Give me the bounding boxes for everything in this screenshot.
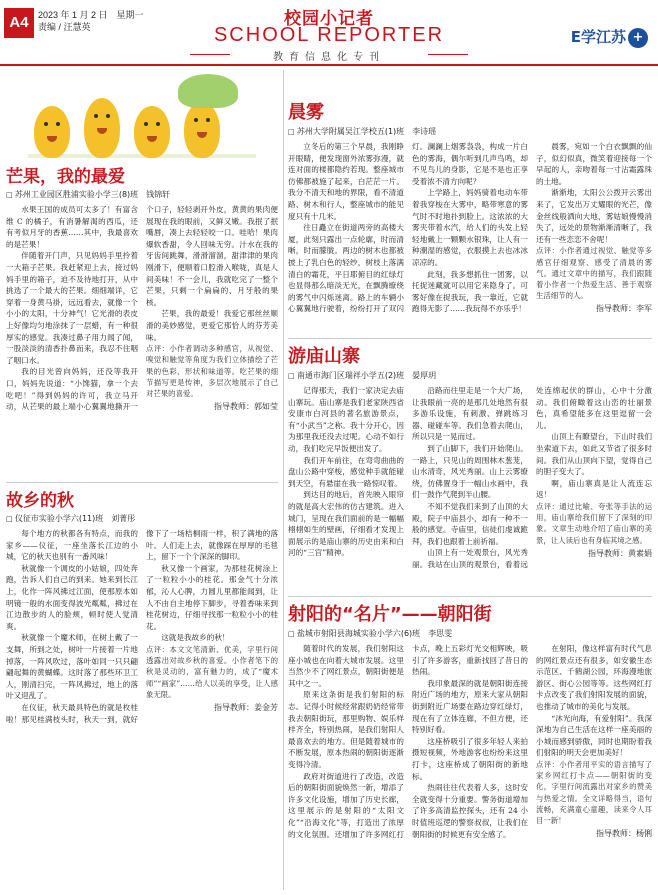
divider (428, 54, 468, 55)
section-divider (6, 482, 278, 483)
column-title-en: SCHOOL REPORTER (213, 24, 445, 46)
section-divider (288, 596, 652, 597)
article-body (288, 141, 652, 315)
paragraph: 秋又像一个画家，为那桂花树涂上了一粒粒小小的桂花。那金气十分浓郁，沁人心脾，力圆儿里都能闻到，让人不由自主地停下脚步，寻着香味来到桂花树边，仔细寻找那一粒粒小小的桂花。 (146, 563, 278, 631)
article-body (288, 643, 652, 840)
editor-credit: 责编 / 汪慧英 (38, 22, 91, 32)
article-byline: □ 苏州工业园区胜浦实验小学三(8)班 钱锦轩 (6, 189, 278, 200)
paragraph: 每个地方的秋都各有特点，而我的家乡——仪征，一座坐落长江边的小城，它的秋天也别有一番风味！ (6, 529, 138, 562)
article-byline: □ 盐城市射阳县海城实验小学六(6)班 李思雯 (288, 628, 652, 639)
article-title: 射阳的“名片”——朝阳街 (288, 604, 492, 625)
teacher-credit: 指导教师：杨俐 (596, 829, 652, 839)
paragraph: 到了山脚下，我们开始爬山。一路上，只见山的周围林木葱茏，山水清奇，风光秀丽。山上云雾缭绕，仿佛置身于一幅山水画中，我们一鼓作气爬到半山腰。 (412, 443, 528, 500)
teacher-comment: 点评：小作者用平实的语言描写了家乡网红打卡点——朝阳街的变化，字里行间流露出对家乡的赞美与热爱之情。全文详略得当，语句流畅，充满童心童趣，读来令人耳目一新！ (536, 759, 652, 825)
brand-logo (571, 26, 648, 48)
teacher-credit: 指导教师：姜金芳 (214, 702, 278, 712)
brand-name: E学江苏 (570, 28, 626, 46)
article-autumn (6, 486, 278, 890)
paragraph: 山顶上有瞭望台，下山时我们坐索道下去，如此又节省了很多时间。我们从山顶向下望，觉得自己的胆子变大了。 (536, 432, 652, 477)
paragraph: 我印象最深的就是朝阳街连接附近广场的地方，原来大家从朝阳街到附近广场要在路边穿红绿灯，现在有了立体连廊，不但方便，还特别好看。 (412, 678, 528, 735)
paragraph: 伴随着开门声，只见妈妈手里拎着一大箱子芒果。我赶紧迎上去，接过妈妈手里的箱子，迫不及待地打开，从中挑选了一个最大的芒果。细细端详，它穿着一身黄马褂，远远看去，就像一个小小的太阳，十分神气！它光滑的表皮上好像均匀地涂抹了一层蜡，有一种很厚实的感觉。我凑过鼻子用力闻了闻，一股淡淡的清香扑鼻而来，我忍不住咽了咽口水。 (6, 251, 138, 365)
paragraph: 不知不觉我们来到了山顶的大殿，院子中庙县小，却有一种不一般的感觉。寺庙里，信徒们虔诚跪拜，我们也跟着上前祈福。 (412, 501, 528, 546)
article-title: 游庙山寨 (288, 346, 360, 367)
article-byline: □ 苏州大学附属吴江学校五(1)班 李诗瑶 (288, 126, 652, 137)
paragraph: “沐光向海，有爱射阳”。我深深地为自己生活在这样一座美丽的小城而感到骄傲，同时也期盼着我们射阳的明天会更加美好！ (536, 713, 652, 758)
article-body (6, 204, 278, 413)
paragraph: 立冬后的第三个早晨，我刚睁开眼睛，便发现窗外浓雾弥漫，就连对面的楼都隐约若现。整座城市仿佛都被施了起来，白茫茫一片。我分不清天和地的界限，看不清道路、树木和行人，整座城市的能见度只有十几米。 (288, 142, 404, 221)
article-fog (288, 98, 652, 336)
paragraph: 水果王国的成员可太多了！有富含维 C 的橘子，有消暑解渴的西瓜，还有考似月牙的香蕉……其中，我最喜欢的是芒果！ (6, 205, 138, 249)
paragraph: 我们开车前往，在弯弯曲曲的盘山公路中穿梭，感觉种手就能碰到天空，有悬崖在我一路惊叹着。 (288, 455, 404, 488)
article-byline: □ 仪征市实验小学六(11)班 刘菁彤 (6, 513, 278, 524)
paragraph: 在射阳，像这样富有时代气息的网红景点还有很多，如安徽生态示范区、千鹤湖公园，环海漫地旅游区、街心公园等等。这些网红打卡点改变了我们射阳发展的面貌，也推动了城市的美化与发展。 (536, 644, 652, 711)
mango-character (84, 98, 120, 158)
teacher-credit: 指导教师：郭如莹 (214, 402, 278, 412)
paragraph: 啊，庙山寨真是让人流连忘返！ (536, 478, 652, 500)
page-number: A4 (4, 8, 34, 38)
teacher-credit: 指导教师：李军 (596, 304, 652, 314)
teacher-comment: 点评：通过比喻、夸张等手法的运用，庙山寨给我们留下了深刻的印象。文章生动地介绍了庙山寨的美景，让人读后也有身临其境之感。 (536, 501, 652, 545)
article-mango (6, 162, 278, 480)
article-body (6, 528, 278, 725)
article-body (288, 385, 652, 571)
paragraph: 随着时代的发展，我们射阳这座小城也在向着大城市发展。这里当然少不了网红景点，朝阳街便是其中之一。 (288, 644, 404, 688)
paragraph: 我的目光曾向妈妈，还没等我开口，妈妈先说道：“小馋猫，拿一个去吃吧！”得到妈妈的许可，我立马开动，从芒果的最上端小心翼翼地撕开一个口子，轻轻剥开外皮，黄黄的果肉便展现在我的眼前，又鲜又嫩。我抿了抿嘴唇，凑上去轻轻咬一口。哇哈！果肉爆软香甜，令人回味无穷。汁水在我的牙齿间跳舞，滑滑溜溜，甜津津的果肉刚滑下，便顺着口腔滑入喉咙，真是人间美味！不一会儿，我就吃完了一整个芒果，只剩一个扁扁的、月牙般的果核。 (6, 205, 278, 412)
paragraph: 渐渐地，太阳公公拨开云雾出来了，它发出万丈耀眼的光芒，像金丝线般洒向大地，雾姑娘慢慢消失了，远处的景物渐渐清晰了，我还有一些恋恋不舍呢！ (536, 188, 652, 244)
teacher-comment: 点评：小作者调动多种感官，从视觉、嗅觉和触觉等角度为我们立体描绘了芒果的色彩、形状和味道等。吃芒果的细节描写更是传神，多层次地展示了自己对芒果的喜爱。 (146, 344, 278, 398)
paragraph: 这座桥吸引了很多年轻人来拍摄短视频，外地游客也纷纷来这里打卡，这座桥成了朝阳街的新地标。 (412, 736, 528, 781)
column-title-cn: 校园小记者 (284, 9, 374, 29)
paragraph: 在仪征，秋天最具特色的就是枚桂啦！那见桂满枝头时，秋天一到，就好像下了一场桔桐雨一样，积了满地的落叶。人们走上去，就像踩在厚厚的毛毯上，留下一个个深深的脚印。 (6, 529, 278, 724)
paragraph: 秋就像一个调皮的小姑娘，四处奔跑，告诉人们自己的到来。她来到长江上，化作一阵风拂过江面，使那原本如明镜一般的水面变得波光粼粼，拂过在江边散步的人的脸颊，顿时使人觉清爽。 (6, 563, 138, 631)
column-subtitle: 教育信息化专刊 (273, 52, 385, 63)
paragraph: 原来这条街是我们射阳的标志。记得小时候经常跟奶奶经常带我去朝阳街玩，那里购物、娱乐样样齐全，特别热闹，是我们射阳人最喜欢去的地方。但是随着城市的不断发展，原本热闹的朝阳街逐渐变得冷清。 (288, 690, 404, 769)
mango-illustration (28, 70, 256, 158)
paragraph: 山顶上有一处观景台，风光秀丽。我站在山顶的观景台，看着远处连绵起伏的群山，心中十分激动。我们俯瞰着这山峦的壮丽景色，真希望能多在这里逗留一会儿。 (412, 386, 652, 569)
article-byline: □ 南通市海门区瑞祥小学五(2)班 晏厚玥 (288, 370, 652, 381)
paragraph: 到达目的地后，首先映入眼帘的就是高大宏伟的仿古建筑。进入城门，呈现在我们面前的是一幅幅栩栩如生的壁画，仔细看才发现上面展示的是庙山寨的历史由来和白河的“三宫”精神。 (288, 490, 404, 558)
paragraph: 记得那天，我们一家决定去庙山寨玩。庙山寨是我们老家陕西省安康市白河县的著名旅游景点，有“小武当”之称。我十分开心，因为那里我还没去过呢。心动不如行动，我们吃完早饭便出发了。 (288, 386, 404, 453)
paragraph: 晨雾，宛如一个白衣飘飘的仙子，似幻似真，微笑着迎接每一个早起的人，亲吻着每一寸沾霜露珠的土地。 (536, 142, 652, 186)
paragraph: 此刻，我多想抓住一团雾，以托捉迷藏就可以用它来隐身了。可雾好像在捉我玩，我一靠近，它就跑得无影了……我玩得不亦乐乎！ (412, 269, 528, 314)
page-header (0, 0, 658, 66)
column-divider (283, 70, 284, 890)
mango-character (184, 102, 220, 158)
article-title: 芒果，我的最爱 (6, 167, 125, 187)
section-divider (288, 338, 652, 339)
mango-character (134, 106, 170, 158)
paragraph: 热闹往往代表着人多，这时安全就变得十分重要。警务街道增加了许多高清监控探头，还有 24 小时值班巡逻的警察叔叔，让我们在朝阳街的时候更有安全感了。 (412, 783, 528, 839)
plus-icon: + (628, 28, 648, 48)
paragraph: 政府对街道进行了改造，改造后的朝阳街面貌焕然一新，增添了许多文化设施，增加了历史长廊，这里展示的是射阳的“太阳文化”“沿海文化”等，打造出了浓厚的文化氛围。还增加了许多网红打卡点，晚上五彩灯光交相辉映，吸引了许多游客，重新找回了昔日的热闹。 (288, 644, 528, 839)
mango-character (34, 106, 70, 158)
paragraph: 上学路上，妈妈骑着电动车带着我穿梭在大雾中，略带寒意的雾气时不时地扑到脸上。这浓浓的大雾夹带着水汽，给人们的头发上轻轻地戴上一颗颗水银珠，让人有一种潮湿的感觉，衣服摸上去也冰冰凉凉的。 (412, 188, 528, 267)
article-title: 晨雾 (288, 102, 324, 123)
article-title: 故乡的秋 (6, 491, 74, 511)
article-street (288, 600, 652, 890)
teacher-comment: 点评：小作者通过视觉、触觉等多感官仔细观察、感受了清晨的雾气。通过文章中的描写，我们跟随着小作者一个热爱生活、善于观察生活细节的人。 (536, 246, 652, 301)
paragraph: 秋就像一个魔术师，在树上戴了一支舞，所到之处，树叶一片接着一片地掉落，一阵风吹过，落叶如同一只只翩翩起舞的黄蝴蝶。这时落了那些环卫工人，刚清扫完，一阵风拂过，地上的落叶又迎乱了。 (6, 633, 138, 701)
teacher-credit: 指导教师：黄素娟 (588, 548, 652, 558)
paragraph: 这就是我故乡的秋！ (161, 633, 230, 643)
issue-date: 2023 年 1 月 2 日 星期一 (38, 10, 144, 20)
paragraph: 芒果，我的最爱！我爱它那丝丝顺滑的美妙感觉，更爱它那恰人的芬芳美味。 (146, 309, 278, 342)
paragraph: 沿路而往里走是一个大广场，让我眼前一亮的是那几处地然有很多游乐设施，有刺激、弹跳练习器、碰碰车等。我们急着去爬山，所以只是一晃而过。 (412, 386, 528, 442)
leaf-decoration (178, 74, 238, 108)
teacher-comment: 点评：本文文笔清新、优美，字里行间透露出对故乡秋的喜爱。小作者笔下的秋是灵动的，富有魅力的，成了“魔术师”“画家”……给人以美的享受，让人感象无限。 (146, 644, 278, 699)
article-temple (288, 342, 652, 594)
paragraph: 往日矗立在街道两旁的高楼大厦，此刻只露出一点轮廓，时而清晰，时而朦胧。两边的树木也都被披上了乳白色的轻纱，树枝上落满清白的霜花，平日耶俯目的红绿灯也显得那么暗淡无光，在飘腾缭绕的雾气中闪烁迷离。路上的车辆小心翼翼地行驶着，纷纷打开了双闪灯。澜澜上烟雾袅袅，构成一片白色的雾海，偶尔听到几声鸟鸣，却不见鸟儿的身影，它是不是也正享受着浓不清方向呢？ (288, 142, 528, 314)
